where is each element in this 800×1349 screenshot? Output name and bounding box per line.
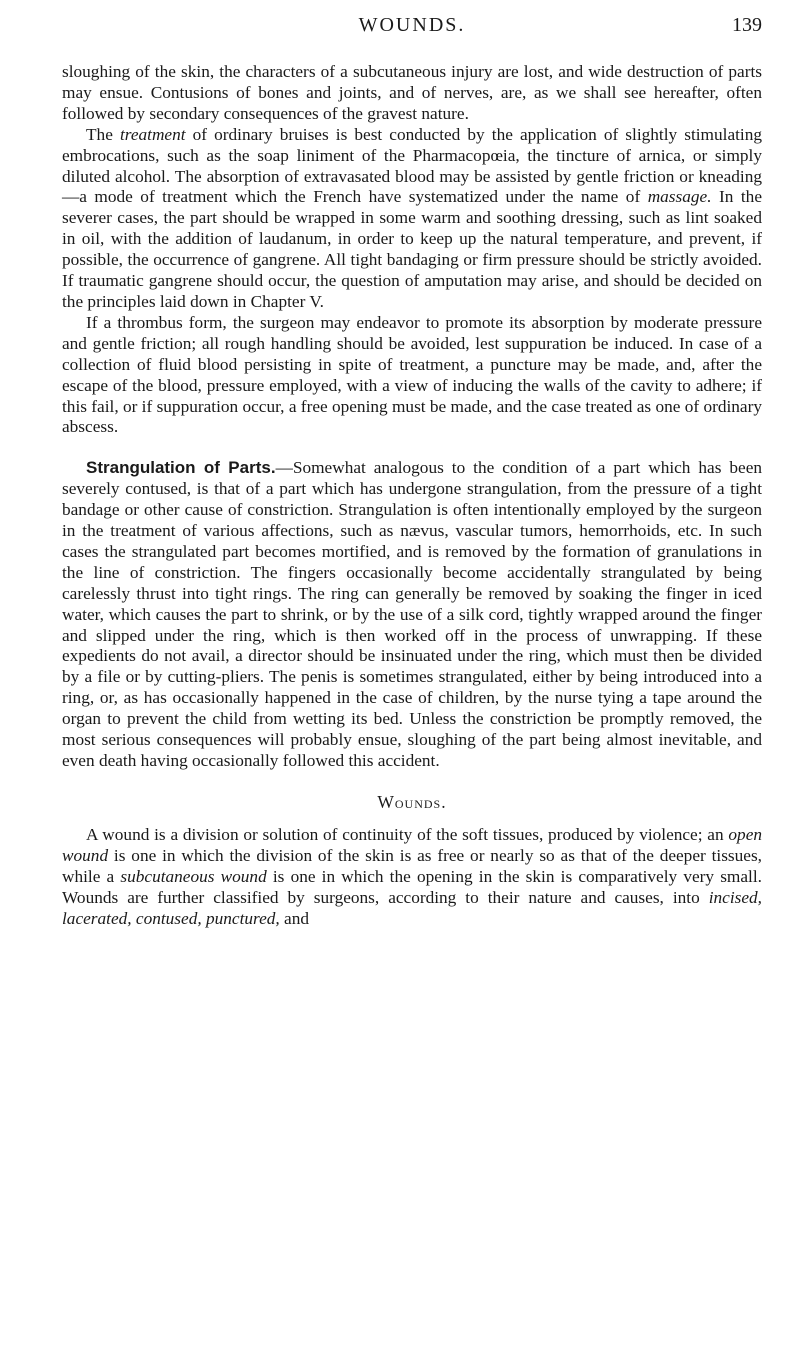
paragraph-strangulation [62, 458, 762, 772]
running-header [62, 10, 762, 44]
body-text [62, 62, 762, 929]
italic-term-wound-types: incised, lacerated, contused, punctured, [62, 887, 762, 928]
text-run: of ordinary bruises is best conducted by the application of slightly stimulating embrocations, such as the soap liniment of the Pharmacopœia, the tincture of arnica, or simply diluted alcohol. The absorption of extravasated blood may be assisted by gentle friction or kneading—a mode of treatment which the French have systematized under the name of [62, 124, 762, 207]
italic-term-open-wound: open wound [62, 824, 762, 865]
page-number: 139 [732, 14, 762, 36]
book-page [62, 10, 762, 929]
italic-term-treatment: treatment [119, 124, 186, 144]
paragraph-treatment [62, 125, 762, 313]
text-run: and [279, 908, 310, 928]
italic-term-massage: massage. [647, 187, 712, 207]
italic-term-subcutaneous-wound: subcutaneous wound [120, 866, 267, 886]
paragraph-contusions-continued: sloughing of the skin, the characters of a subcutaneous injury are lost, and wide destruction of parts may ensue. Contusions of bones and joints, and of nerves, are, as we shall see hereafter, often followed by secondary consequences of the gravest nature. [62, 62, 762, 123]
running-title: WOUNDS. [358, 14, 466, 36]
strangulation-heading: Strangulation of Parts. [86, 458, 276, 478]
text-run: is one in which the division of the skin is as free or nearly so as that of the deeper tissues, while a [62, 845, 762, 886]
text-run: In the severer cases, the part should be wrapped in some warm and soothing dressing, such as lint soaked in oil, with the addition of laudanum, in order to keep up the natural temperature, and prevent, if possible, the occurrence of gangrene. All tight bandaging or firm pressure should be strictly avoided. If traumatic gangrene should occur, the question of amputation may arise, and should be decided on the principles laid down in Chapter V. [62, 187, 762, 311]
text-run: is one in which the opening in the skin is comparatively very small. Wounds are further classified by surgeons, according to their nature and causes, into [62, 866, 762, 907]
paragraph-wounds [62, 825, 762, 930]
text-run: A wound is a division or solution of continuity of the soft tissues, produced by violence; an [86, 824, 729, 844]
text-run: The [86, 124, 120, 144]
section-title-wounds: Wounds. [377, 791, 447, 812]
paragraph-thrombus: If a thrombus form, the surgeon may endeavor to promote its absorption by moderate pressure and gentle friction; all rough handling should be avoided, lest suppuration be induced. In case of a collection of fluid blood persisting in spite of treatment, a puncture may be made, and, after the escape of the blood, pressure employed, with a view of inducing the walls of the cavity to adhere; if this fail, or if suppuration occur, a free opening must be made, and the case treated as one of ordinary abscess. [62, 312, 762, 437]
text-run: —Somewhat analogous to the condition of a part which has been severely contused, is that of a part which has undergone strangulation, from the pressure of a tight bandage or other cause of constriction. Strangulation is often intentionally employed by the surgeon in the treatment of various affections, such as nævus, vascular tumors, hemorrhoids, etc. In such cases the strangulated part becomes mortified, and is removed by the formation of granulations in the line of constriction. The fingers occasionally become accidentally strangulated by being carelessly thrust into tight rings. The ring can generally be removed by soaking the finger in iced water, which causes the part to shrink, or by the use of a silk cord, tightly wrapped around the finger and slipped under the ring, which is then worked off in the process of unwrapping. If these expedients do not avail, a director should be insinuated under the ring, which must then be divided by a file or by cutting-pliers. The penis is sometimes strangulated, either by being introduced into a ring, or, as has occasionally happened in the case of children, by the nurse tying a tape around the organ to prevent the child from wetting its bed. Unless the constriction be promptly removed, the most serious consequences will probably ensue, sloughing of the part being almost inevitable, and even death having occasionally followed this accident. [62, 458, 763, 770]
